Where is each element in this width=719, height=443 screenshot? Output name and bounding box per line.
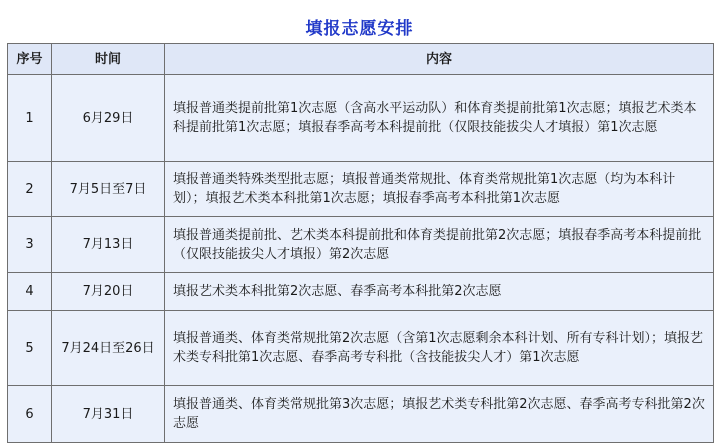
cell-time: 7月24日至26日 xyxy=(52,311,165,386)
cell-time: 7月31日 xyxy=(52,386,165,443)
cell-seq: 6 xyxy=(8,386,52,443)
table-row xyxy=(8,386,714,443)
cell-time: 7月5日至7日 xyxy=(52,162,165,217)
header-time: 时间 xyxy=(52,44,165,75)
cell-seq: 2 xyxy=(8,162,52,217)
cell-time: 7月13日 xyxy=(52,217,165,273)
table-row xyxy=(8,75,714,162)
cell-content: 填报艺术类本科批第2次志愿、春季高考本科批第2次志愿 xyxy=(165,273,714,311)
schedule-table xyxy=(7,43,714,443)
cell-time: 6月29日 xyxy=(52,75,165,162)
cell-content: 填报普通类、体育类常规批第2次志愿（含第1次志愿剩余本科计划、所有专科计划）；填报艺术类专科批第1次志愿、春季高考专科批（含技能拔尖人才）第1次志愿 xyxy=(165,311,714,386)
cell-content: 填报普通类提前批第1次志愿（含高水平运动队）和体育类提前批第1次志愿；填报艺术类本科提前批第1次志愿；填报春季高考本科提前批（仅限技能拔尖人才填报）第1次志愿 xyxy=(165,75,714,162)
cell-seq: 5 xyxy=(8,311,52,386)
cell-seq: 1 xyxy=(8,75,52,162)
cell-content: 填报普通类、体育类常规批第3次志愿；填报艺术类专科批第2次志愿、春季高考专科批第2次志愿 xyxy=(165,386,714,443)
table-row xyxy=(8,217,714,273)
cell-time: 7月20日 xyxy=(52,273,165,311)
cell-content: 填报普通类特殊类型批志愿；填报普通类常规批、体育类常规批第1次志愿（均为本科计划）；填报艺术类本科批第1次志愿；填报春季高考本科批第1次志愿 xyxy=(165,162,714,217)
table-row xyxy=(8,273,714,311)
table-header-row xyxy=(8,44,714,75)
cell-content: 填报普通类提前批、艺术类本科提前批和体育类提前批第2次志愿；填报春季高考本科提前批（仅限技能拔尖人才填报）第2次志愿 xyxy=(165,217,714,273)
table-row xyxy=(8,162,714,217)
page-title: 填报志愿安排 xyxy=(305,19,414,39)
header-seq: 序号 xyxy=(8,44,52,75)
cell-seq: 4 xyxy=(8,273,52,311)
header-content: 内容 xyxy=(165,44,714,75)
table-row xyxy=(8,311,714,386)
cell-seq: 3 xyxy=(8,217,52,273)
